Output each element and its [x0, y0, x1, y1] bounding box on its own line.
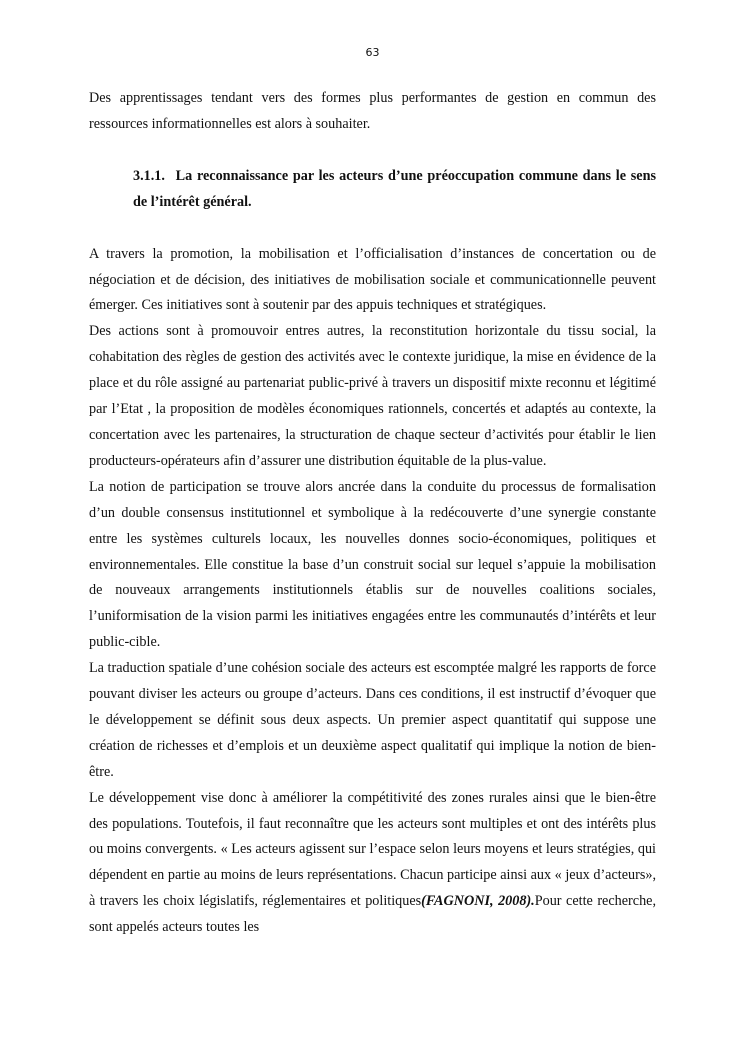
paragraph-3: La notion de participation se trouve alors ancrée dans la conduite du processus de formalisation d’un double consensus institutionnel et symbolique à la redécouverte d’une synergie constante entre les systèmes culturels locaux, les nouvelles donnes socio-économiques, politiques et environnementales. Elle constitue la base d’un construit social sur lequel s’appuie la mobilisation de nouveaux arrangements institutionnels établis sur de nouvelles coalitions sociales, l’uniformisation de la vision parmi les initiatives engagées entre les communautés d’intérêts et leur public-cible. [89, 478, 656, 651]
paragraph-5-continuation: Pour cette recherche, sont appelés acteurs toutes les [89, 893, 657, 936]
paragraph-5 [89, 786, 656, 941]
paragraph-1: A travers la promotion, la mobilisation et l’officialisation d’instances de concertation ou de négociation et de décision, des initiatives de mobilisation sociale et communicationnelle peuvent émerger. Ces initiatives sont à soutenir par des appuis techniques et stratégiques. [89, 245, 656, 314]
paragraph-5-text: Le développement vise donc à améliorer la compétitivité des zones rurales ainsi que le bien-être des populations. Toutefois, il faut reconnaître que les acteurs sont multiples et ont des intérêts plus ou moins convergents. « Les acteurs agissent sur l’espace selon leurs moyens et leurs stratégies, qui dépendent en partie au moins de leurs représentations. Chacun participe ainsi aux « jeux d’acteurs», à travers les choix législatifs, réglementaires et politiques [89, 789, 656, 910]
section-heading [133, 164, 656, 216]
citation: (FAGNONI, 2008). [421, 893, 535, 910]
paragraph-4: La traduction spatiale d’une cohésion sociale des acteurs est escomptée malgré les rapports de force pouvant diviser les acteurs ou groupe d’acteurs. Dans ces conditions, il est instructif d’évoquer que le développement se définit sous deux aspects. Un premier aspect quantitatif qui suppose une création de richesses et d’emplois et un deuxième aspect qualitatif qui implique la notion de bien-être. [89, 660, 656, 780]
page-body [89, 86, 656, 941]
section-title: La reconnaissance par les acteurs d’une préoccupation commune dans le sens de l’intérêt général. [133, 167, 656, 210]
paragraph-2: Des actions sont à promouvoir entres autres, la reconstitution horizontale du tissu social, la cohabitation des règles de gestion des activités avec le contexte juridique, la mise en évidence de la place et du rôle assigné au partenariat public-privé à travers un dispositif mixte reconnu et légitimé par l’Etat , la proposition de modèles économiques rationnels, concertés et adaptés au contexte, la concertation avec les partenaires, la structuration de chaque secteur d’activités pour établir le lien producteurs-opérateurs afin d’assurer une distribution équitable de la plus-value. [89, 323, 656, 469]
section-number: 3.1.1. [133, 167, 165, 184]
intro-paragraph: Des apprentissages tendant vers des formes plus performantes de gestion en commun des ressources informationnelles est alors à souhaiter. [89, 90, 656, 132]
page-number: 63 [365, 46, 380, 59]
